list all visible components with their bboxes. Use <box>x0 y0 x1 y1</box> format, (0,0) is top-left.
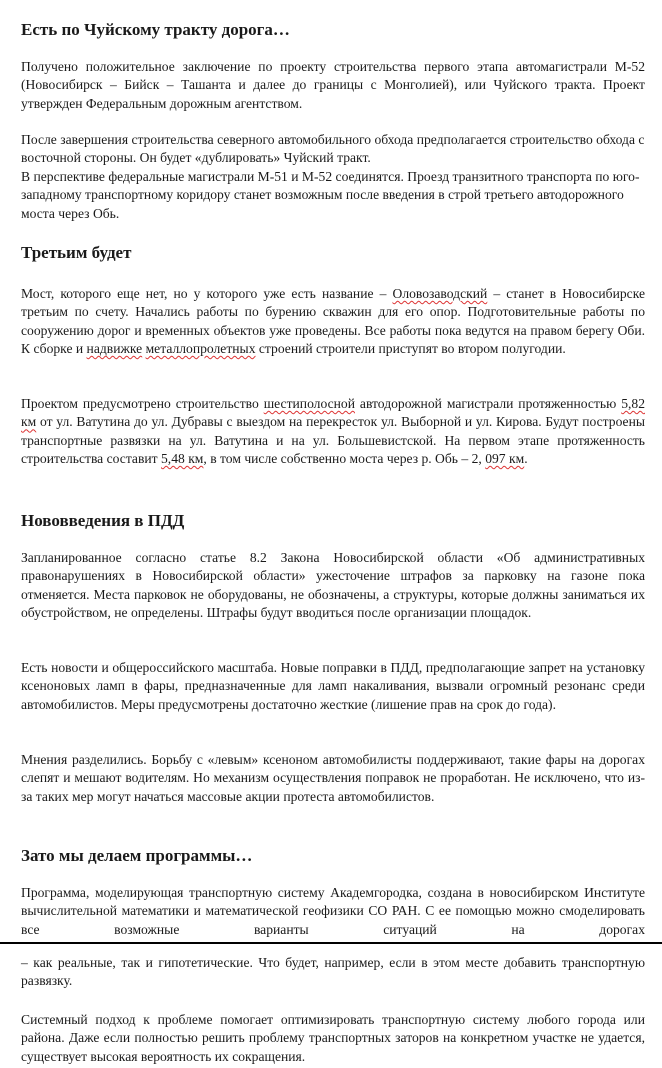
spellcheck-word: 5,82 км <box>21 396 645 430</box>
spellcheck-word: Оловозаводский <box>392 286 488 301</box>
paragraph: Есть новости и общероссийского масштаба. Новые поправки в ПДД, предполагающие запрет на установку ксеноновых ламп в фары, предназначенные для ламп накаливания, вызвали огромный резонанс среди автомобилистов. Меры предусмотрены достаточно жесткие (лишение прав на срок до года). <box>21 660 645 712</box>
paragraph: Получено положительное заключение по проекту строительства первого этапа автомагистрали М-52 (Новосибирск – Бийск – Ташанта и далее до границы с Монголией), или Чуйского тракта. Проект утвержден Федеральным дорожным агентством. <box>21 59 645 111</box>
spellcheck-word: 097 км <box>485 451 525 467</box>
heading-chuysky-tract: Есть по Чуйскому тракту дорога… <box>21 20 290 39</box>
paragraph: В перспективе федеральные магистрали М-51 и М-52 соединятся. Проезд транзитного транспорта по юго-западному транспортному коридору станет возможным после введения в строй третьего автодорожного моста через Обь. <box>21 169 640 221</box>
heading-programs: Зато мы делаем программы… <box>21 846 253 865</box>
spellcheck-word: надвижке <box>86 341 143 357</box>
spellcheck-word: металлопролетных <box>145 341 256 357</box>
spellcheck-word: шестиполосной <box>263 396 355 411</box>
paragraph: – как реальные, так и гипотетические. Что будет, например, если в этом месте добавить транспортную развязку. <box>21 955 645 989</box>
heading-traffic-rules: Нововведения в ПДД <box>21 511 185 530</box>
paragraph: После завершения строительства северного автомобильного обхода предполагается строительство обхода с восточной стороны. Он будет «дублировать» Чуйский тракт. <box>21 132 645 166</box>
paragraph: Мнения разделились. Борьбу с «левым» ксеноном автомобилисты поддерживают, такие фары на дорогах слепят и мешают водителям. Но механизм осуществления поправок не проработан. Не исключено, что из-за таких мер могут начаться массовые акции протеста автомобилистов. <box>21 752 645 804</box>
paragraph: Системный подход к проблеме помогает оптимизировать транспортную систему любого города или района. Даже если полностью решить проблему транспортных заторов на конкретном участке не удается, существует высокая вероятность их сокращения. <box>21 1012 645 1064</box>
paragraph: Мост, которого еще нет, но у которого уже есть название – Оловозаводский – станет в Новосибирске третьим по счету. Начались работы по бурению скважин для его опор. Подготовительные работы по сооружению дорог и временных объектов уже проведены. Все работы пока ведутся на правом берегу Оби. К сборке и надвижке металлопролетных строений строители приступят во втором полугодии. <box>21 286 645 357</box>
paragraph: Программа, моделирующая транспортную систему Академгородка, создана в новосибирском Институте вычислительной математики и математической геофизики СО РАН. С ее помощью можно смоделировать все возможные варианты ситуаций на дорогах <box>21 885 645 937</box>
heading-third-bridge: Третьим будет <box>21 243 132 262</box>
paragraph: Проектом предусмотрено строительство шестиполосной автодорожной магистрали протяженностью 5,82 км от ул. Ватутина до ул. Дубравы с выездом на перекресток ул. Выборной и ул. Кирова. Будут построены транспортные развязки на ул. Ватутина и на ул. Большевистской. На первом этапе протяженность строительства составит 5,48 км, в том числе собственно моста через р. Обь – 2, 097 км. <box>21 396 645 467</box>
spellcheck-word: 5,48 км <box>161 451 204 467</box>
page-break-line <box>0 942 662 944</box>
paragraph: Запланированное согласно статье 8.2 Закона Новосибирской области «Об административных правонарушениях в Новосибирской области» ужесточение штрафов за парковку на газоне пока отменяется. Места парковок не оборудованы, не обозначены, а структуры, которые должны заниматься их обустройством, не определены. Штрафы будут вводиться после организации площадок. <box>21 550 645 621</box>
